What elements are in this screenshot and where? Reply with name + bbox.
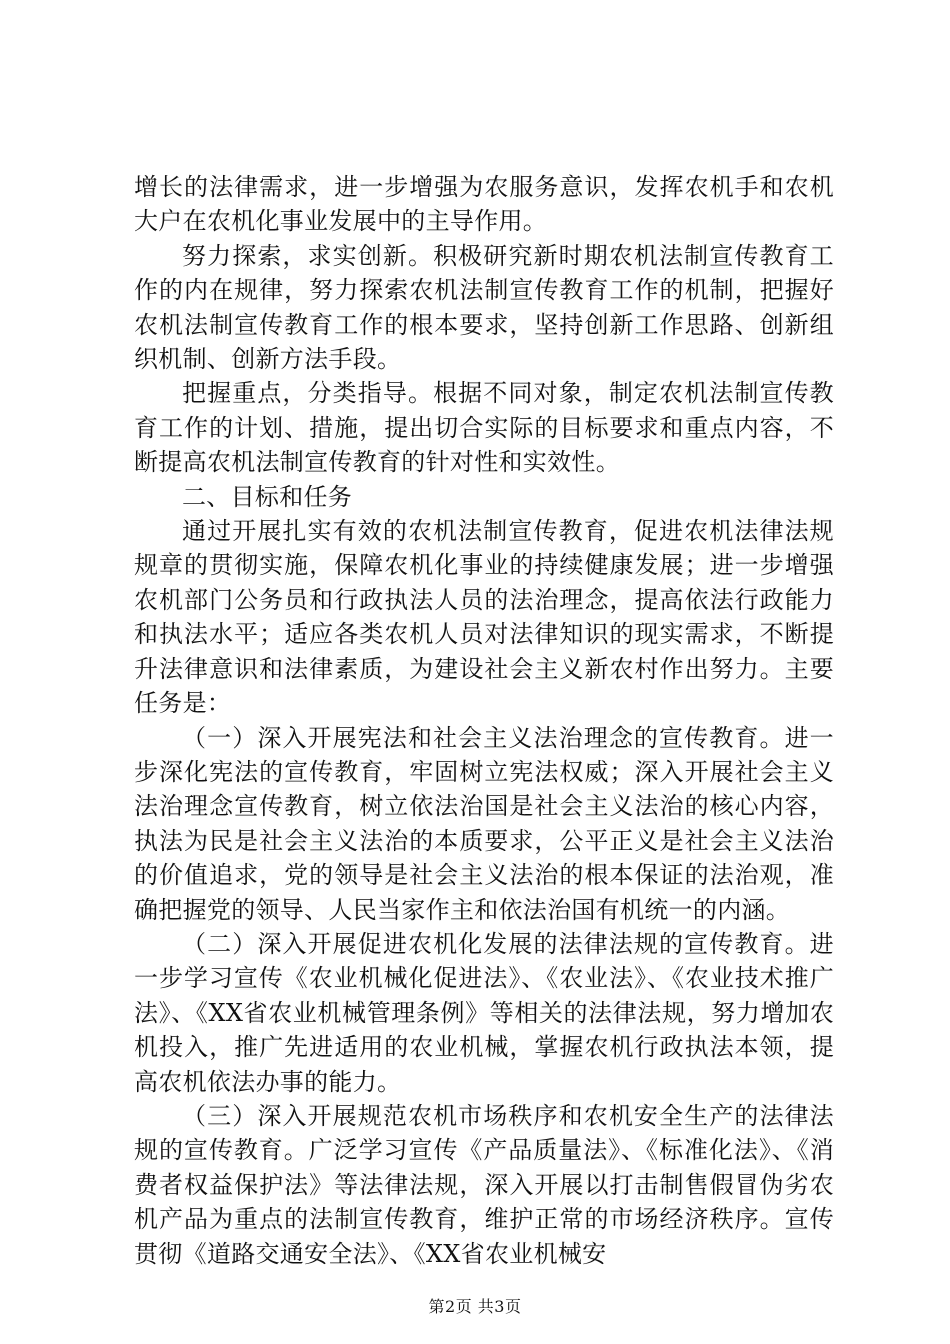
paragraph-task-2: （二）深入开展促进农机化发展的法律法规的宣传教育。进一步学习宣传《农业机械化促进法》、《农业法》、《农业技术推广法》、《XX省农业机械管理条例》等相关的法律法规，努力增加农机投入，推广先进适用的农业机械，掌握农机行政执法本领，提高农机依法办事的能力。 <box>134 929 834 1096</box>
document-body <box>134 170 834 1271</box>
paragraph-task-1: （一）深入开展宪法和社会主义法治理念的宣传教育。进一步深化宪法的宣传教育，牢固树立宪法权威；深入开展社会主义法治理念宣传教育，树立依法治国是社会主义法治的核心内容，执法为民是社会主义法治的本质要求，公平正义是社会主义法治的价值追求，党的领导是社会主义法治的根本保证的法治观，准确把握党的领导、人民当家作主和依法治国有机统一的内涵。 <box>134 723 834 924</box>
paragraph-focus-guidance: 把握重点，分类指导。根据不同对象，制定农机法制宣传教育工作的计划、措施，提出切合实际的目标要求和重点内容，不断提高农机法制宣传教育的针对性和实效性。 <box>134 379 834 477</box>
paragraph-continuation: 增长的法律需求，进一步增强为农服务意识，发挥农机手和农机大户在农机化事业发展中的主导作用。 <box>134 173 834 236</box>
paragraph-explore-innovate: 努力探索，求实创新。积极研究新时期农机法制宣传教育工作的内在规律，努力探索农机法制宣传教育工作的机制，把握好农机法制宣传教育工作的根本要求，坚持创新工作思路、创新组织机制、创新方法手段。 <box>134 241 834 374</box>
page-number-footer: 第2页 共3页 <box>428 1297 522 1316</box>
section-heading-goals-tasks: 二、目标和任务 <box>182 482 353 511</box>
paragraph-task-3: （三）深入开展规范农机市场秩序和农机安全生产的法律法规的宣传教育。广泛学习宣传《产品质量法》、《标准化法》、《消费者权益保护法》等法律法规，深入开展以打击制售假冒伪劣农机产品为重点的法制宣传教育，维护正常的市场经济秩序。宣传贯彻《道路交通安全法》、《XX省农业机械安 <box>134 1101 834 1268</box>
paragraph-goals: 通过开展扎实有效的农机法制宣传教育，促进农机法律法规规章的贯彻实施，保障农机化事业的持续健康发展；进一步增强农机部门公务员和行政执法人员的法治理念，提高依法行政能力和执法水平；适应各类农机人员对法律知识的现实需求，不断提升法律意识和法律素质，为建设社会主义新农村作出努力。主要任务是： <box>134 517 834 718</box>
